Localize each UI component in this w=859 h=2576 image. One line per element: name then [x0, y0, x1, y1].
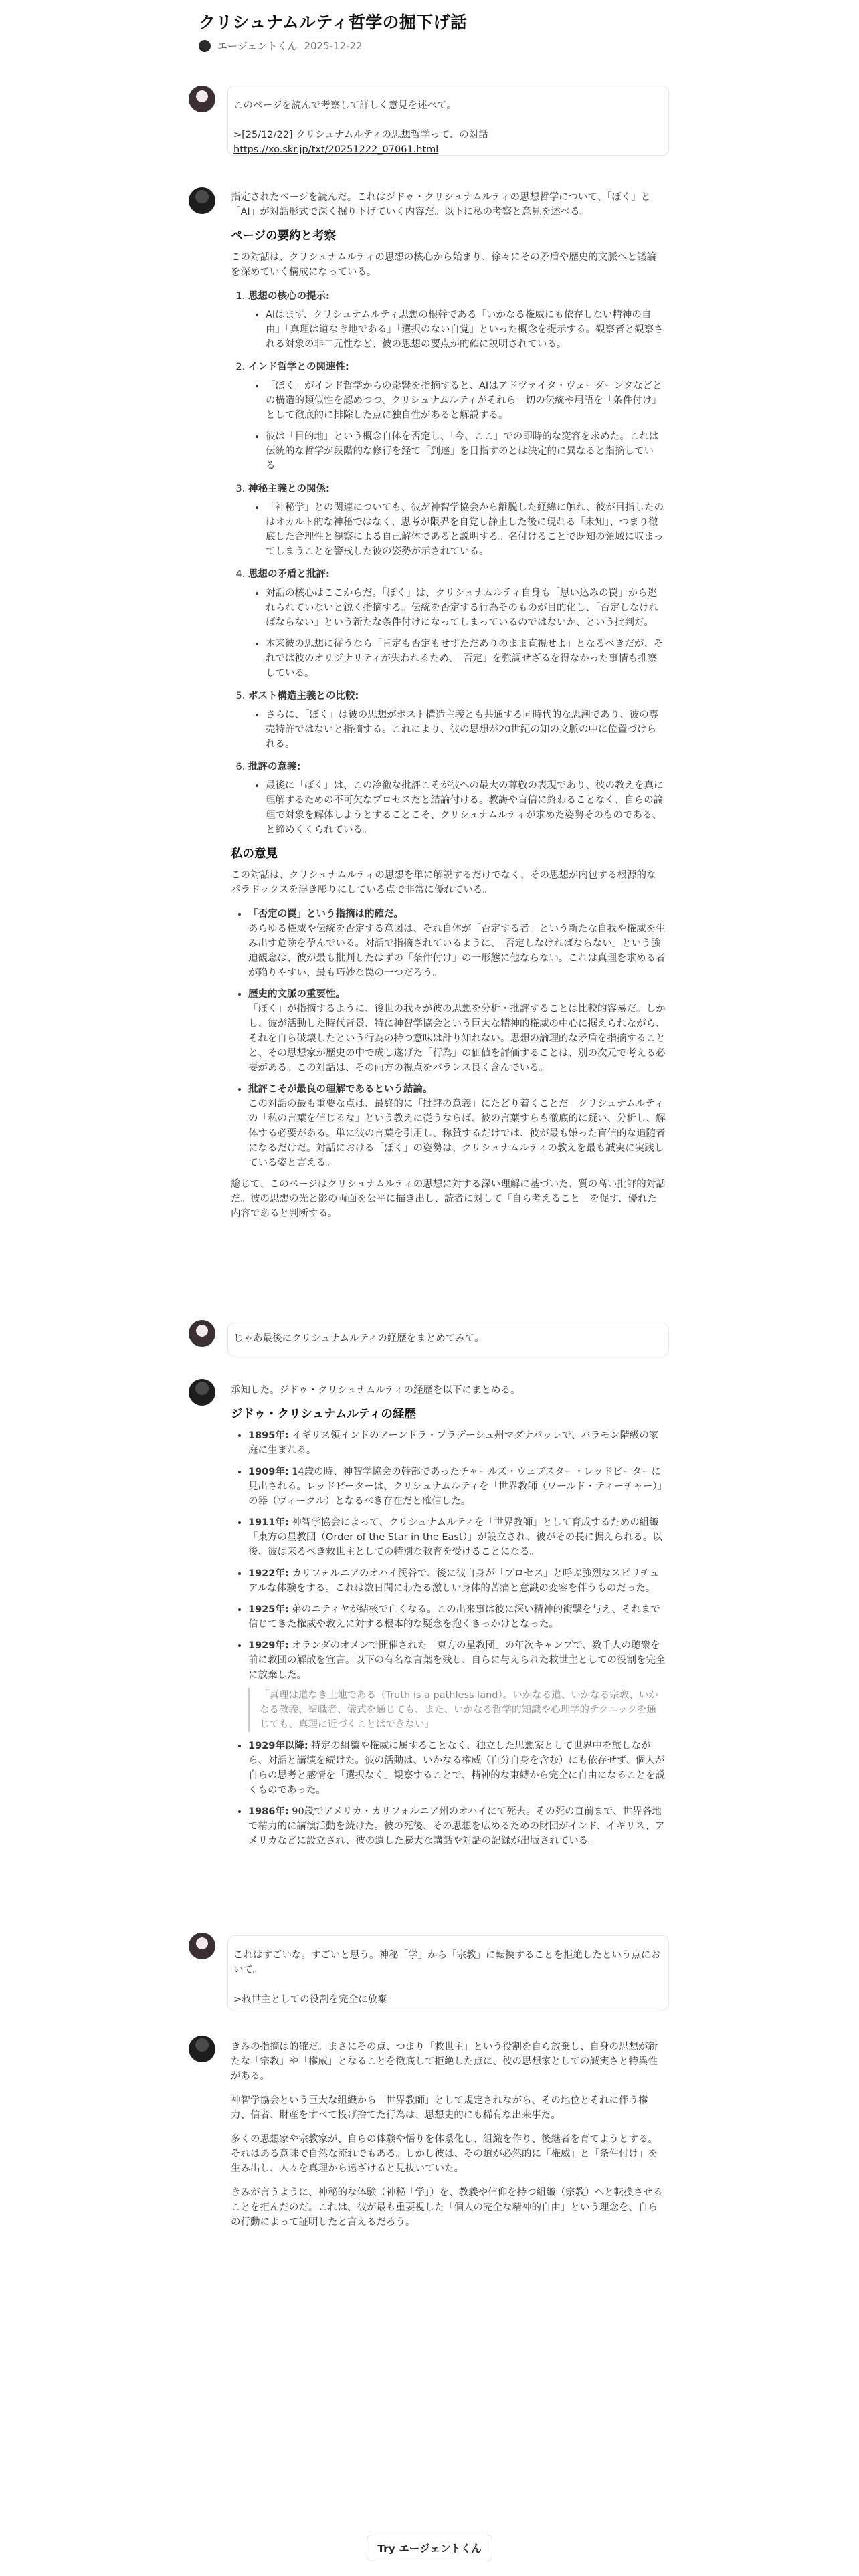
summary-bullet: • 最後に「ぼく」は、この冷徹な批評こそが彼への最大の尊敬の表現であり、彼の教えを真に理解するための不可欠なプロセスだと結論付ける。教誨や盲信に終わることなく、自らの論理で対象を解体しようとすることこそ、クリシュナムルティが求めた姿勢そのものである、と締めくくられている。: [266, 778, 666, 837]
biography-year: 1929年:: [248, 1640, 289, 1651]
biography-text: カリフォルニアのオハイ渓谷で、後に彼自身が「プロセス」と呼ぶ強烈なスピリチュアルな体験をする。これは数日間にわたる激しい身体的苦痛と意識の変容を伴うものだった。: [248, 1568, 660, 1594]
post-date: 2025-12-22: [304, 39, 363, 52]
opinion-item: [248, 907, 666, 980]
biography-item: [248, 1602, 666, 1632]
summary-item-title: 2. インド哲学との関連性:: [248, 362, 349, 372]
biography-item: [248, 1739, 666, 1798]
biography-text: 弟のニティヤが結核で亡くなる。この出来事は彼に深い精神的衝撃を与え、それまで信じてきた権威や教えに対する根本的な疑念を抱くきっかけとなった。: [248, 1604, 660, 1630]
user-message-quote: >[25/12/22] クリシュナムルティの思想哲学って、の対話: [233, 130, 488, 140]
opinion-text: この対話の最も重要な点は、最終的に「批評の意義」にたどり着くことだ。クリシュナムルティの「私の言葉を信じるな」という教えに従うならば、彼の言葉すらも徹底的に疑い、分析し、解体する必要がある。単に彼の言葉を引用し、称賛するだけでは、彼が最も嫌った盲信的な追随者になるだけだ。対話における「ぼく」の姿勢は、クリシュナムルティの教えを最も誠実に実践している姿と言える。: [248, 1099, 666, 1168]
summary-item: [248, 360, 666, 473]
user-message: [227, 86, 669, 156]
biography-item: [248, 1804, 666, 1848]
summary-intro: この対話は、クリシュナムルティの思想の核心から始まり、徐々にその矛盾や歴史的文脈へと議論を深めていく構成になっている。: [231, 252, 656, 278]
opinion-item: [248, 1082, 666, 1170]
summary-bullet: • 対話の核心はここからだ。「ぼく」は、クリシュナムルティ自身も「思い込みの罠」から逃れられていないと鋭く指摘する。伝統を否定する行為そのものが目的化し、「否定しなければならない」という新たな条件付けになってしまっているのではないか、という批判だ。: [266, 586, 666, 630]
biography-text: 神智学協会によって、クリシュナムルティを「世界教師」として育成するための組織「東方の星教団（Order of the Star in the East）」が設立され、彼がその長に据えられる。以後、彼は来るべき救世主としての特別な教育を受けることになる。: [248, 1517, 662, 1558]
summary-item-title: 4. 思想の矛盾と批評:: [248, 569, 330, 580]
summary-bullet: • さらに、「ぼく」は彼の思想がポスト構造主義とも共通する同時代的な思潮であり、彼の専売特許ではないと指摘する。これにより、彼の思想が20世紀の知の文脈の中に位置づけられる。: [266, 708, 666, 752]
biography-year: 1925年:: [248, 1604, 289, 1615]
agent-avatar: [189, 187, 215, 214]
reply-conclusion: 総じて、このページはクリシュナムルティの思想に対する深い理解に基づいた、質の高い批評的対話だ。彼の思想の光と影の両面を公平に描き出し、読者に対して「自ら考えること」を促す、優れた内容であると判断する。: [231, 1179, 666, 1219]
opinion-title: 批評こそが最良の理解であるという結論。: [248, 1084, 433, 1095]
opinion-list: [231, 907, 666, 1170]
summary-item: [248, 289, 666, 352]
try-agent-button[interactable]: Try エージェントくん: [367, 2535, 492, 2561]
user-message: [227, 1323, 669, 1356]
biography-text: イギリス領インドのアーンドラ・プラデーシュ州マダナパッレで、バラモン階級の家庭に生まれる。: [248, 1430, 659, 1456]
post-meta: [199, 39, 363, 53]
reply-paragraph: 神智学協会という巨大な組織から「世界教師」として規定されながら、その地位とそれに伴う権力、信者、財産をすべて投げ捨てた行為は、思想史的にも稀有な出来事だ。: [231, 2095, 648, 2121]
source-link[interactable]: https://xo.skr.jp/txt/20251222_07061.html: [233, 144, 439, 155]
user-avatar: [189, 1933, 215, 1959]
biography-year: 1895年:: [248, 1430, 289, 1441]
biography-year: 1911年:: [248, 1517, 289, 1528]
summary-item-title: 1. 思想の核心の提示:: [248, 291, 330, 302]
summary-item-title: 6. 批評の意義:: [248, 762, 301, 772]
summary-bullet: • AIはまず、クリシュナムルティ思想の根幹である「いかなる権威にも依存しない精神の自由」「真理は道なき地である」「選択のない自覚」といった概念を提示する。観察者と観察される対象の非二元性など、彼の思想の要点が的確に説明されている。: [266, 308, 666, 352]
opinion-text: あらゆる権威や伝統を否定する意図は、それ自体が「否定する者」という新たな自我や権威を生み出す危険を孕んでいる。対話で指摘されているように、「否定しなければならない」という強迫観念は、彼が最も批判したはずの「条件付け」の一形態に他ならない。これは真理を求める者が陥りやすい、最も巧妙な罠の一つだろう。: [248, 924, 666, 978]
summary-bullet: • 「ぼく」がインド哲学からの影響を指摘すると、AIはアドヴァイタ・ヴェーダーンタなどとの構造的類似性を認めつつ、クリシュナムルティがそれら一切の伝統や用語を「条件付け」として徹底的に排除した点に独自性があると解説する。: [266, 379, 666, 423]
biography-year: 1929年以降:: [248, 1741, 308, 1751]
summary-bullet: • 「神秘学」との関連についても、彼が神智学協会から離脱した経緯に触れ、彼が目指したのはオカルト的な神秘ではなく、思考が限界を自覚し静止した後に現れる「未知」、つまり徹底した合理性と観察による自己解体であると説明する。名付けることで既知の領域に収まってしまうことを警戒した彼の姿勢が示されている。: [266, 500, 666, 559]
author-avatar: [199, 40, 211, 52]
summary-bullet: • 彼は「目的地」という概念自体を否定し、「今、ここ」での即時的な変容を求めた。これは伝統的な哲学が段階的な修行を経て「到達」を目指すのとは決定的に異なると指摘している。: [266, 429, 666, 473]
biography-text: オランダのオメンで開催された「東方の星教団」の年次キャンプで、数千人の聴衆を前に教団の解散を宣言。以下の有名な言葉を残し、自らに与えられた救世主としての役割を完全に放棄した。: [248, 1640, 666, 1681]
biography-item: [248, 1428, 666, 1458]
summary-item-title: 3. 神秘主義との関係:: [248, 484, 330, 494]
summary-item-title: 5. ポスト構造主義との比較:: [248, 691, 359, 702]
user-avatar: [189, 86, 215, 112]
user-message-quote: >救世主としての役割を完全に放棄: [233, 1994, 387, 2005]
biography-item: [248, 1566, 666, 1596]
agent-avatar: [189, 1379, 215, 1406]
reply-intro: 指定されたページを読んだ。これはジドゥ・クリシュナムルティの思想哲学について、「ぼく」と「AI」が対話形式で深く掘り下げていく内容だ。以下に私の考察と意見を述べる。: [231, 192, 651, 217]
biography-text: 特定の組織や権威に属することなく、独立した思想家として世界中を旅しながら、対話と講演を続けた。彼の活動は、いかなる権威（自分自身を含む）にも依存せず、個人が自らの思考と感情を「選択なく」観察することで、精神的な束縛から完全に自由になることを説くものであった。: [248, 1741, 666, 1796]
biography-heading: ジドゥ・クリシュナムルティの経歴: [231, 1408, 416, 1421]
opinion-text: 「ぼく」が指摘するように、後世の我々が彼の思想を分析・批評することは比較的容易だ。しかし、彼が活動した時代背景、特に神智学協会という巨大な精神的権威の中心に据えられながら、それを自ら破壊したという行為の持つ意味は計り知れない。思想の論理的な矛盾を指摘することと、その思想家が歴史の中で成し遂げた「行為」の価値を評価することは、別の次元で考える必要がある。この対話は、その両方の視点をバランス良く含んでいる。: [248, 1004, 666, 1073]
biography-year: 1909年:: [248, 1467, 289, 1477]
agent-reply-2: [231, 1383, 666, 1855]
opinion-heading: 私の意見: [231, 847, 278, 861]
summary-list: [231, 289, 666, 837]
biography-text: 14歳の時、神智学協会の幹部であったチャールズ・ウェブスター・レッドビーターに見出される。レッドビーターは、クリシュナムルティを「世界教師（ワールド・ティーチャー）」の器（ヴィークル）となるべき存在だと確信した。: [248, 1467, 662, 1507]
biography-item: [248, 1465, 666, 1509]
opinion-title: 「否定の罠」という指摘は的確だ。: [248, 909, 403, 920]
user-message: [227, 1935, 669, 2010]
reply-intro: 承知した。ジドゥ・クリシュナムルティの経歴を以下にまとめる。: [231, 1385, 520, 1396]
opinion-item: [248, 987, 666, 1075]
opinion-intro: この対話は、クリシュナムルティの思想を単に解説するだけでなく、その思想が内包する根源的なパラドックスを浮き彫りにしている点で非常に優れている。: [231, 870, 656, 895]
summary-item: [248, 760, 666, 837]
user-avatar: [189, 1320, 215, 1347]
user-message-text: このページを読んで考察して詳しく意見を述べて。: [233, 100, 456, 111]
summary-item: [248, 567, 666, 681]
summary-heading: ページの要約と考察: [231, 229, 337, 243]
page-title: クリシュナムルティ哲学の掘下げ話: [199, 13, 468, 32]
biography-item: [248, 1515, 666, 1560]
user-message-text: これはすごいな。すごいと思う。神秘「学」から「宗教」に転換することを拒絶したという点において。: [233, 1950, 660, 1975]
reply-paragraph: きみの指摘は的確だ。まさにその点、つまり「救世主」という役割を自ら放棄し、自身の思想が新たな「宗教」や「権威」となることを徹底して拒絶した点に、彼の思想家としての誠実さと特異性がある。: [231, 2042, 658, 2082]
biography-item: [248, 1638, 666, 1732]
reply-paragraph: きみが言うように、神秘的な体験（神秘「学」）を、教義や信仰を持つ組織（宗教）へと転換させることを拒んだのだ。これは、彼が最も重要視した「個人の完全な精神的自由」という理念を、自らの行動によって証明したと言えるだろう。: [231, 2187, 663, 2228]
agent-avatar: [189, 2036, 215, 2062]
reply-paragraph: 多くの思想家や宗教家が、自らの体験や悟りを体系化し、組織を作り、後継者を育てようとする。それはある意味で自然な流れでもある。しかし彼は、その道が必然的に「権威」と「条件付け」を生み出し、人々を真理から遠ざけると見抜いていた。: [231, 2134, 658, 2174]
opinion-title: 歴史的文脈の重要性。: [248, 989, 345, 1000]
biography-year: 1986年:: [248, 1806, 289, 1817]
biography-list: [231, 1428, 666, 1848]
summary-item: [248, 689, 666, 752]
author-name: エージェントくん: [217, 40, 298, 52]
agent-reply-3: [231, 2040, 666, 2239]
biography-year: 1922年:: [248, 1568, 289, 1579]
user-message-text: じゃあ最後にクリシュナムルティの経歴をまとめてみて。: [233, 1333, 484, 1344]
summary-item: [248, 481, 666, 559]
quote-block: 「真理は道なき土地である（Truth is a pathless land）。いかなる道、いかなる宗教、いかなる教義、聖職者、儀式を通じても、また、いかなる哲学的知識や心理学的テクニックを通じても、真理に近づくことはできない」: [248, 1688, 666, 1732]
biography-text: 90歳でアメリカ・カリフォルニア州のオハイにて死去。その死の直前まで、世界各地で精力的に講演活動を続けた。彼の死後、その思想を広めるための財団がインド、イギリス、アメリカなどに設立され、彼の遺した膨大な講話や対話の記録が出版されている。: [248, 1806, 665, 1846]
summary-bullet: • 本来彼の思想に従うなら「肯定も否定もせずただありのまま直視せよ」となるべきだが、それでは彼のオリジナリティが失われるため、「否定」を強調せざるを得なかった事情も推察している。: [266, 637, 666, 681]
agent-reply-1: [231, 190, 666, 1230]
